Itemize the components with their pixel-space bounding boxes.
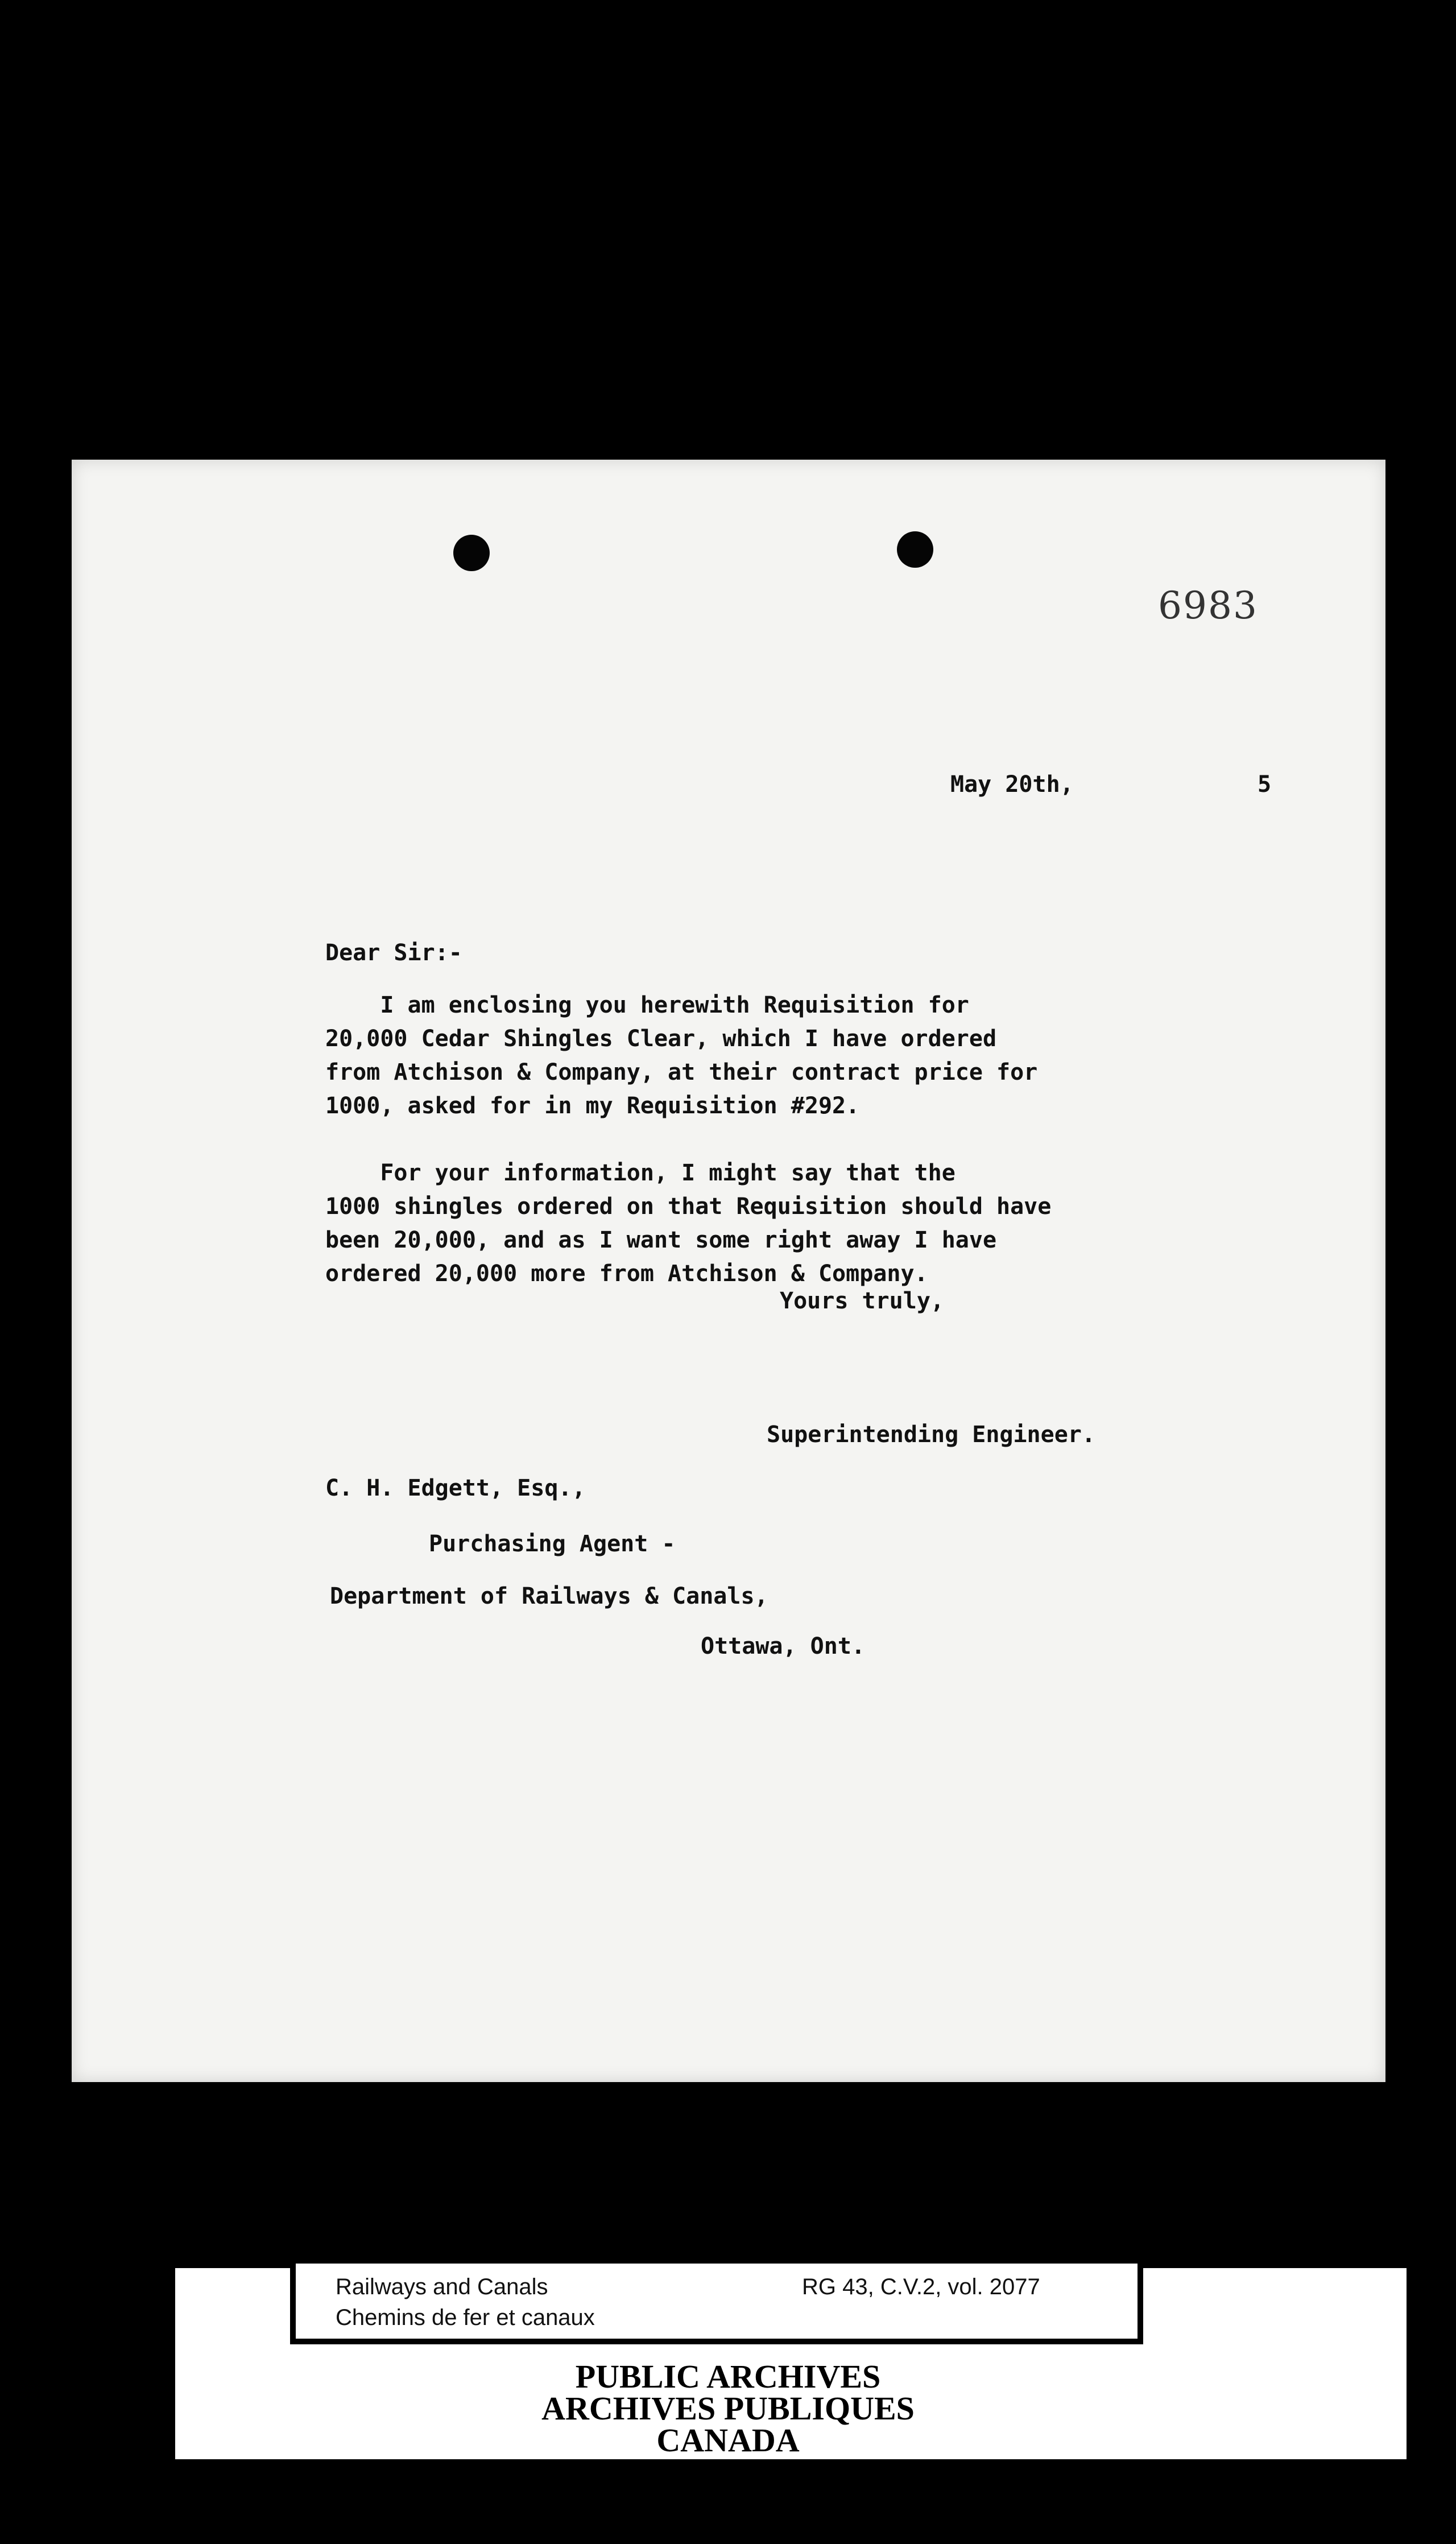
punch-hole [453, 535, 490, 571]
closing: Yours truly, [780, 1288, 944, 1314]
archive-label-strip [290, 2260, 1143, 2344]
fonds-english: Railways and Canals [336, 2274, 548, 2299]
archive-stamp-number: 6983 [1158, 584, 1258, 627]
recipient-department: Department of Railways & Canals, [330, 1583, 768, 1609]
salutation: Dear Sir:- [325, 940, 462, 966]
archives-line-2: ARCHIVES PUBLIQUES [541, 2390, 915, 2427]
recipient-city: Ottawa, Ont. [701, 1633, 865, 1659]
archives-line-1: PUBLIC ARCHIVES [575, 2358, 881, 2395]
signer-title: Superintending Engineer. [767, 1422, 1095, 1448]
recipient-title: Purchasing Agent - [429, 1531, 676, 1557]
letter-date: May 20th, [950, 771, 1074, 798]
letter-page [72, 460, 1385, 2082]
archives-line-3: CANADA [656, 2422, 800, 2459]
fonds-french: Chemins de fer et canaux [336, 2305, 595, 2330]
recipient-name: C. H. Edgett, Esq., [325, 1475, 586, 1501]
punch-hole [897, 531, 933, 568]
page-number: 5 [1258, 771, 1272, 798]
letter-body: I am enclosing you herewith Requisition for 20,000 Cedar Shingles Clear, which I have ordered from Atchison & Company, at their contract price for 1000, asked for in my Requisition #292. For your information, I might say that the 1000 shingles ordered on that Requisition should have been 20,000, and as I want some right away I have ordered 20,000 more from Atchison & Company. [325, 992, 1052, 1287]
archive-reference: RG 43, C.V.2, vol. 2077 [802, 2274, 1040, 2299]
